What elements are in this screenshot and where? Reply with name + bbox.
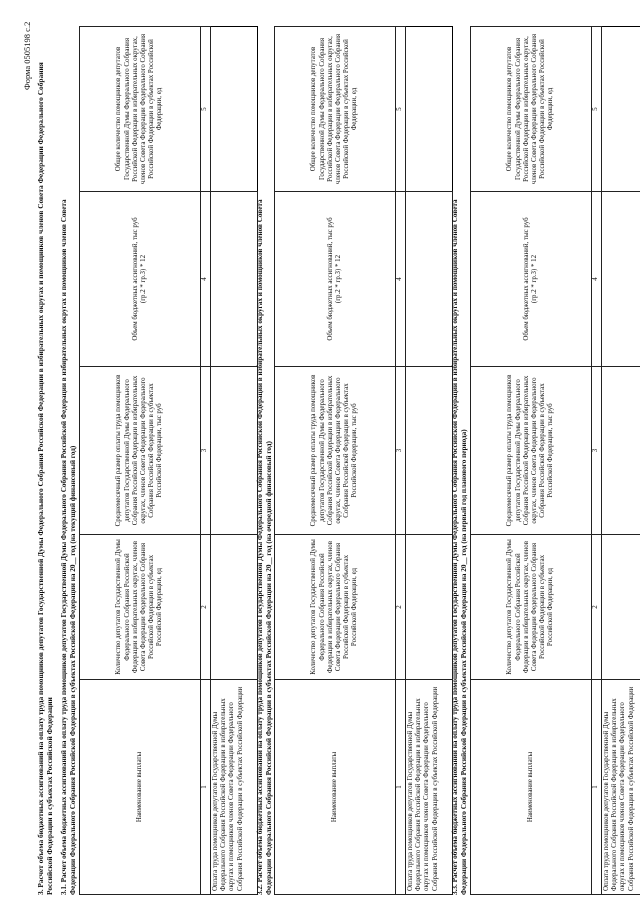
cell-avg-salary[interactable]	[406, 367, 453, 535]
column-number: 1	[201, 680, 211, 895]
table-3-1	[79, 26, 258, 895]
header-budget-volume: Объем бюджетных ассигнований, тыс руб (гр.2 * гр.3) * 12	[471, 192, 592, 367]
cell-avg-salary[interactable]	[211, 367, 258, 535]
page-title: 3. Расчет объема бюджетных ассигнований на оплату труда помощников депутатов Государственной Думы Федерального Собрания Российской Федерации в избирательных округах и помощников членов Совета Федерации Федерального Собрания Российской Федерации в субъектах Российской Федерации	[36, 62, 54, 895]
column-number: 1	[396, 680, 406, 895]
cell-deputies-count[interactable]	[602, 535, 640, 680]
column-number: 2	[592, 535, 602, 680]
header-payment-name: Наименование выплаты	[471, 680, 592, 895]
form-code: Форма 0505198 с.2	[22, 21, 32, 90]
column-number: 4	[592, 192, 602, 367]
header-total-assistants: Общее количество помощников депутатов Государственной Думы Федерального Собрания Российской Федерации в избирательных округах, членов Совета Федерации Федерального Собрания Российской Федерации в субъектах Российской Федерации, ед	[275, 27, 396, 192]
column-number: 5	[592, 27, 602, 192]
header-budget-volume: Объем бюджетных ассигнований, тыс руб (гр.2 * гр.3) * 12	[275, 192, 396, 367]
column-number: 2	[201, 535, 211, 680]
header-avg-salary: Среднемесячный размер оплаты труда помощников депутатов Государственной Думы Федерального Собрания Российской Федерации в избирательных округах, членов Совета Федерации Федерального Собрания Российской Федерации в субъектах Российской Федерации, тыс руб	[471, 367, 592, 535]
column-number: 3	[396, 367, 406, 535]
column-number: 4	[201, 192, 211, 367]
column-number: 4	[396, 192, 406, 367]
header-total-assistants: Общее количество помощников депутатов Государственной Думы Федерального Собрания Российской Федерации в избирательных округах, членов Совета Федерации Федерального Собрания Российской Федерации в субъектах Российской Федерации, ед	[80, 27, 201, 192]
section-title-3-2: 3.2. Расчет объема бюджетных ассигнований на оплату труда помощников депутатов Государственной Думы Федерального Собрания Российской Федерации в избирательных округах и помощников членов Совета Федерации Федерального Собрания Российской Федерации в субъектах Российской Федерации на 20__ год (на очередной финансовый год)	[256, 199, 273, 895]
column-number: 5	[201, 27, 211, 192]
row-label: Оплата труда помощников депутатов Государственной Думы Федерального Собрания Российской Федерации в избирательных округах и помощников членов Совета Федерации Федерального Собрания Российской Федерации в субъектах Российской Федерации	[211, 680, 258, 895]
cell-budget-volume[interactable]	[602, 192, 640, 367]
header-payment-name: Наименование выплаты	[80, 680, 201, 895]
section-title-3-1: 3.1. Расчет объема бюджетных ассигнований на оплату труда помощников депутатов Государственной Думы Федерального Собрания Российской Федерации в избирательных округах и помощников членов Совета Федерации Федерального Собрания Российской Федерации в субъектах Российской Федерации на 20__ год (на текущий финансовый год)	[60, 199, 77, 895]
column-number: 5	[396, 27, 406, 192]
header-avg-salary: Среднемесячный размер оплаты труда помощников депутатов Государственной Думы Федерального Собрания Российской Федерации в избирательных округах, членов Совета Федерации Федерального Собрания Российской Федерации в субъектах Российской Федерации, тыс руб	[80, 367, 201, 535]
cell-deputies-count[interactable]	[211, 535, 258, 680]
cell-total-assistants[interactable]	[406, 27, 453, 192]
cell-budget-volume[interactable]	[406, 192, 453, 367]
header-payment-name: Наименование выплаты	[275, 680, 396, 895]
section-title-3-3: 3.3. Расчет объема бюджетных ассигнований на оплату труда помощников депутатов Государственной Думы Федерального Собрания Российской Федерации в избирательных округах и помощников членов Совета Федерации Федерального Собрания Российской Федерации в субъектах Российской Федерации на 20__ год (на первый год планового периода)	[451, 199, 468, 895]
table-3-3	[470, 26, 640, 895]
header-budget-volume: Объем бюджетных ассигнований, тыс руб (гр.2 * гр.3) * 12	[80, 192, 201, 367]
cell-total-assistants[interactable]	[602, 27, 640, 192]
table-3-2	[274, 26, 453, 895]
column-number: 3	[592, 367, 602, 535]
column-number: 1	[592, 680, 602, 895]
row-label: Оплата труда помощников депутатов Государственной Думы Федерального Собрания Российской Федерации в избирательных округах и помощников членов Совета Федерации Федерального Собрания Российской Федерации в субъектах Российской Федерации	[406, 680, 453, 895]
cell-total-assistants[interactable]	[211, 27, 258, 192]
row-label: Оплата труда помощников депутатов Государственной Думы Федерального Собрания Российской Федерации в избирательных округах и помощников членов Совета Федерации Федерального Собрания Российской Федерации в субъектах Российской Федерации	[602, 680, 640, 895]
header-avg-salary: Среднемесячный размер оплаты труда помощников депутатов Государственной Думы Федерального Собрания Российской Федерации в избирательных округах, членов Совета Федерации Федерального Собрания Российской Федерации в субъектах Российской Федерации, тыс руб	[275, 367, 396, 535]
column-number: 2	[396, 535, 406, 680]
header-deputies-count: Количество депутатов Государственной Думы Федерального Собрания Российской Федерации в избирательных округах, членов Совета Федерации Федерального Собрания Российской Федерации в субъектах Российской Федерации, ед	[275, 535, 396, 680]
header-deputies-count: Количество депутатов Государственной Думы Федерального Собрания Российской Федерации в избирательных округах, членов Совета Федерации Федерального Собрания Российской Федерации в субъектах Российской Федерации, ед	[80, 535, 201, 680]
cell-avg-salary[interactable]	[602, 367, 640, 535]
cell-deputies-count[interactable]	[406, 535, 453, 680]
cell-budget-volume[interactable]	[211, 192, 258, 367]
header-deputies-count: Количество депутатов Государственной Думы Федерального Собрания Российской Федерации в избирательных округах, членов Совета Федерации Федерального Собрания Российской Федерации в субъектах Российской Федерации, ед	[471, 535, 592, 680]
header-total-assistants: Общее количество помощников депутатов Государственной Думы Федерального Собрания Российской Федерации в избирательных округах, членов Совета Федерации Федерального Собрания Российской Федерации в субъектах Российской Федерации, ед	[471, 27, 592, 192]
column-number: 3	[201, 367, 211, 535]
